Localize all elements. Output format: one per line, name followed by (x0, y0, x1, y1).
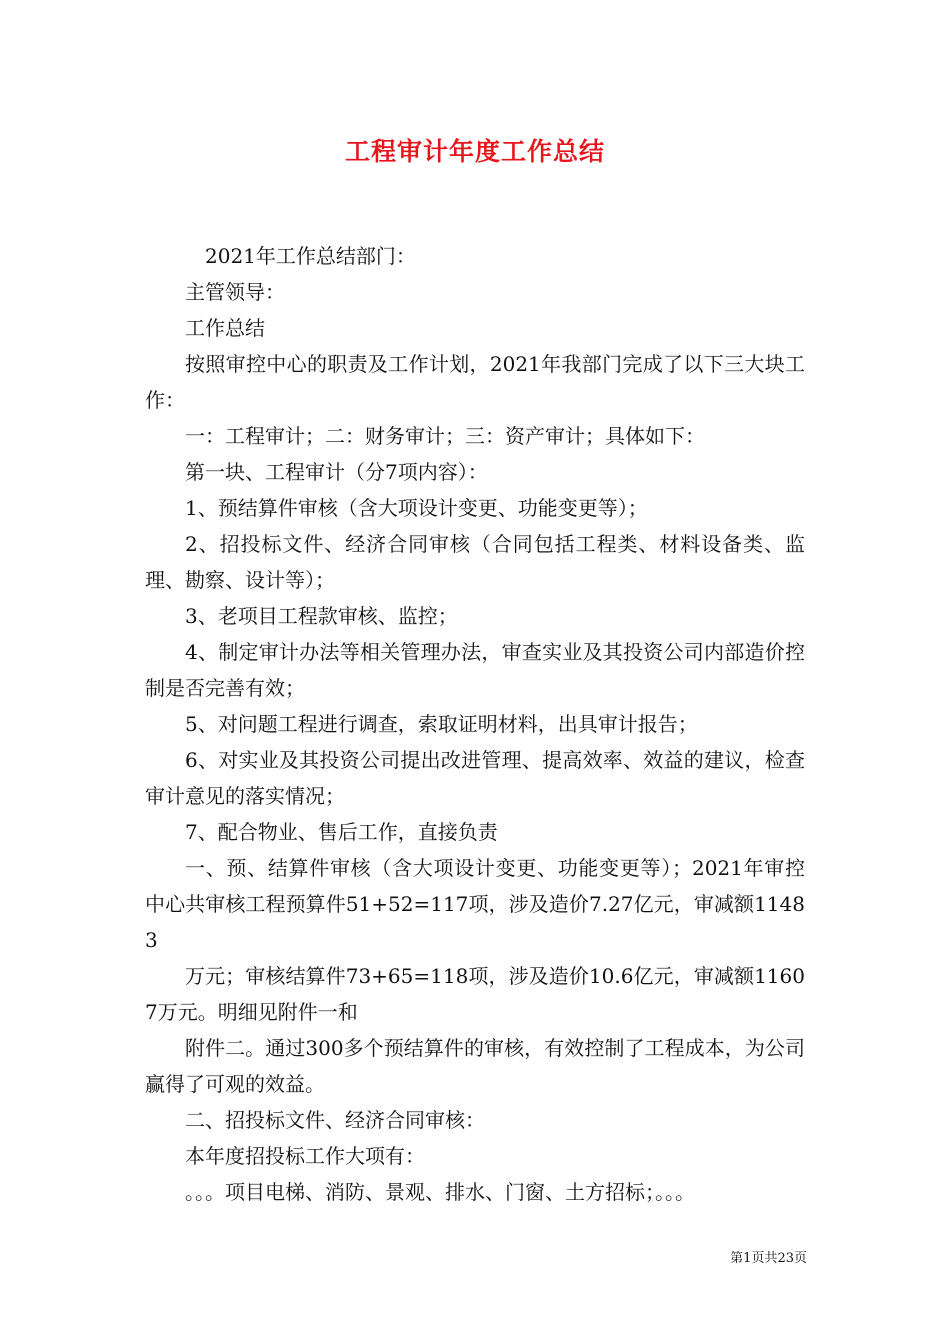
paragraph: 按照审控中心的职责及工作计划，2021年我部门完成了以下三大块工作： (145, 352, 805, 412)
paragraph: 一、预、结算件审核（含大项设计变更、功能变更等）；2021年审控中心共审核工程预算件51+52=117项，涉及造价7.27亿元，审减额11483 (145, 856, 805, 952)
paragraph: 2、招投标文件、经济合同审核（合同包括工程类、材料设备类、监理、勘察、设计等）； (145, 532, 805, 592)
paragraph: 2021年工作总结部门： (205, 244, 416, 268)
paragraph: 主管领导： (185, 280, 285, 304)
page-number: 第1页共23页 (730, 1251, 807, 1266)
paragraph: 一：工程审计；二：财务审计；三：资产审计；具体如下： (185, 424, 705, 448)
paragraph: 二、招投标文件、经济合同审核： (185, 1108, 485, 1132)
paragraph: 4、制定审计办法等相关管理办法，审查实业及其投资公司内部造价控制是否完善有效； (145, 640, 805, 700)
paragraph: 万元；审核结算件73+65=118项，涉及造价10.6亿元，审减额11607万元。明细见附件一和 (145, 964, 805, 1024)
paragraph: 6、对实业及其投资公司提出改进管理、提高效率、效益的建议，检查审计意见的落实情况； (145, 748, 805, 808)
page-title: 工程审计年度工作总结 (344, 137, 605, 166)
paragraph: 5、对问题工程进行调查，索取证明材料，出具审计报告； (185, 712, 698, 736)
document-body (145, 238, 805, 1210)
paragraph: 工作总结 (185, 316, 265, 340)
paragraph: 本年度招投标工作大项有： (185, 1144, 425, 1168)
paragraph: 3、老项目工程款审核、监控； (185, 604, 458, 628)
paragraph: 第一块、工程审计（分7项内容）： (185, 460, 488, 484)
paragraph: 1、预结算件审核（含大项设计变更、功能变更等）； (185, 496, 648, 520)
paragraph: 7、配合物业、售后工作，直接负责 (185, 820, 498, 844)
paragraph: 附件二。通过300多个预结算件的审核，有效控制了工程成本，为公司赢得了可观的效益。 (145, 1036, 805, 1096)
paragraph: 。。。项目电梯、消防、景观、排水、门窗、土方招标；。。。 (185, 1180, 695, 1204)
